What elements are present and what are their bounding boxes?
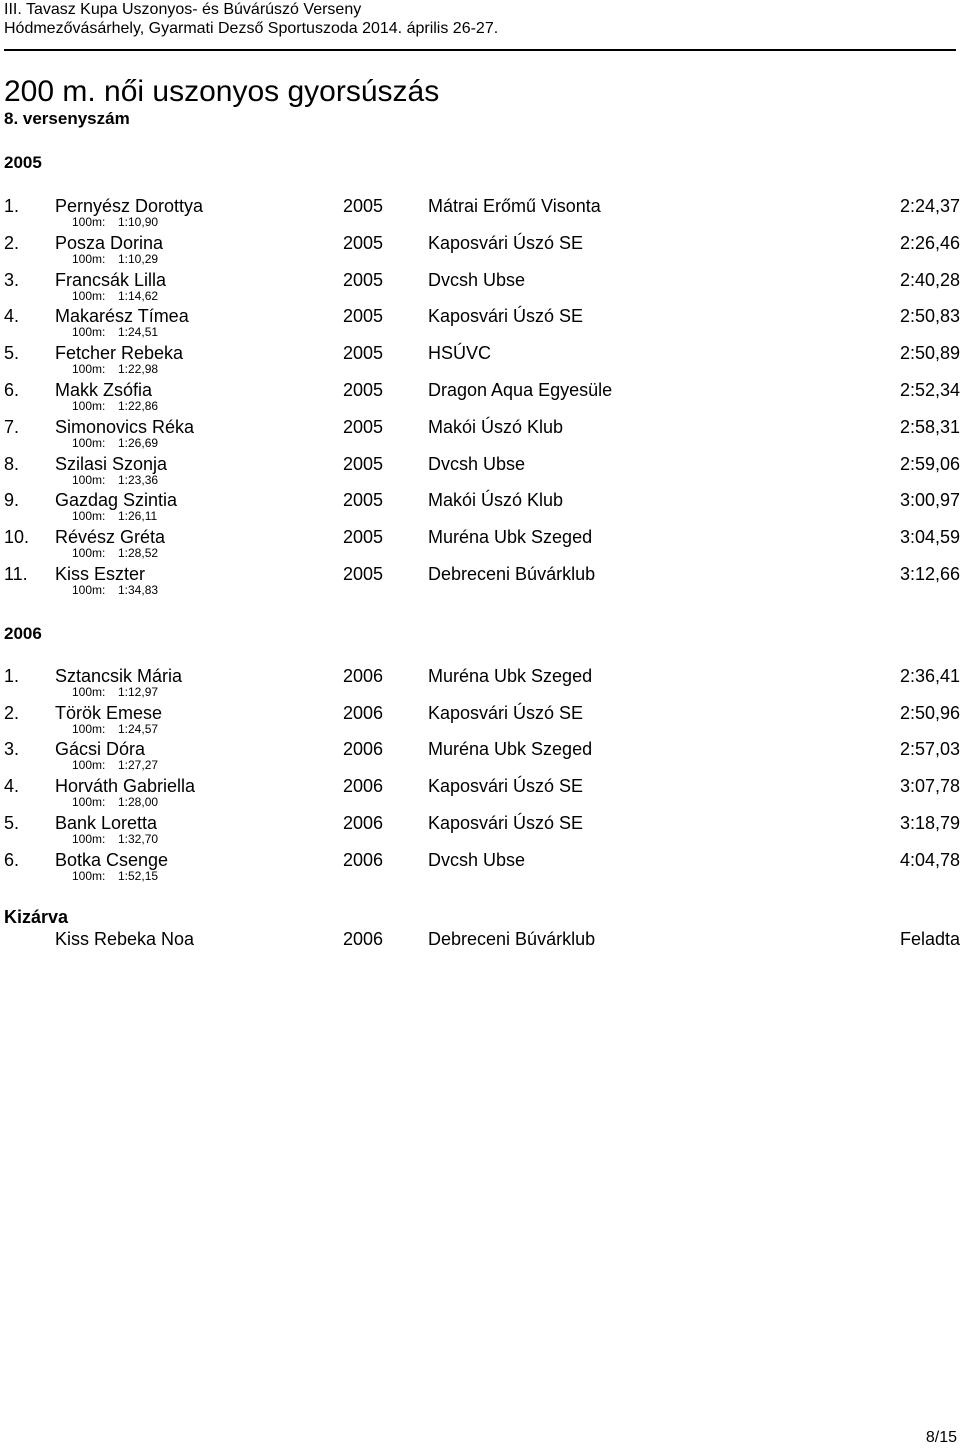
- rank-number: 11.: [4, 564, 28, 584]
- result-time: 2:52,34: [899, 380, 960, 400]
- swimmer-name: Török Emese: [55, 702, 163, 723]
- club-name: HSÚVC: [428, 343, 492, 364]
- split-value: 1:34,83: [118, 583, 159, 597]
- swimmer-name: Horváth Gabriella: [55, 776, 196, 797]
- split-time: [0, 722, 300, 736]
- rank-number: 5.: [4, 343, 20, 364]
- group-heading: 2005: [4, 153, 42, 172]
- split-value: 1:22,86: [118, 399, 159, 413]
- club-name: Dvcsh Ubse: [428, 453, 526, 474]
- split-time: [0, 473, 300, 487]
- split-label: 100m:: [72, 721, 106, 736]
- split-time: [0, 325, 300, 339]
- split-value: 1:26,11: [118, 509, 158, 524]
- split-time: [0, 362, 300, 376]
- split-label: 100m:: [72, 546, 106, 561]
- result-time: 2:40,28: [899, 269, 960, 290]
- event-title: 200 m. női uszonyos gyorsúszás: [4, 75, 440, 108]
- split-label: 100m:: [72, 399, 106, 413]
- split-time: [0, 758, 300, 772]
- rank-number: 4.: [4, 306, 20, 327]
- split-label: 100m:: [72, 685, 106, 699]
- header-divider: [4, 49, 956, 51]
- result-time: 2:59,06: [899, 453, 960, 474]
- swimmer-name: Kiss Rebeka Noa: [55, 929, 195, 949]
- birth-year: 2005: [343, 380, 384, 400]
- club-name: Kaposvári Úszó SE: [428, 702, 584, 723]
- birth-year: 2005: [343, 269, 384, 290]
- swimmer-name: Posza Dorina: [55, 232, 164, 253]
- split-label: 100m:: [72, 472, 106, 487]
- birth-year: 2005: [343, 306, 384, 327]
- swimmer-name: Francsák Lilla: [55, 269, 167, 290]
- result-time: 4:04,78: [899, 849, 960, 870]
- birth-year: 2005: [343, 527, 384, 548]
- swimmer-name: Fetcher Rebeka: [55, 343, 184, 364]
- club-name: Dragon Aqua Egyesüle: [428, 380, 613, 400]
- disqualified-row: [0, 928, 960, 950]
- split-value: 1:24,57: [118, 721, 159, 736]
- club-name: Kaposvári Úszó SE: [428, 776, 584, 797]
- club-name: Debreceni Búvárklub: [428, 929, 596, 949]
- split-label: 100m:: [72, 362, 106, 377]
- result-time: 2:50,96: [899, 702, 960, 723]
- split-label: 100m:: [72, 435, 106, 450]
- club-name: Muréna Ubk Szeged: [428, 666, 593, 686]
- birth-year: 2005: [343, 564, 384, 584]
- result-time: 3:12,66: [899, 564, 960, 584]
- swimmer-name: Gácsi Dóra: [55, 739, 146, 760]
- split-value: 1:28,52: [118, 546, 159, 561]
- swimmer-name: Kiss Eszter: [55, 564, 146, 584]
- result-time: 3:18,79: [899, 812, 960, 833]
- split-label: 100m:: [72, 251, 106, 266]
- birth-year: 2006: [343, 849, 384, 870]
- club-name: Kaposvári Úszó SE: [428, 812, 584, 833]
- club-name: Dvcsh Ubse: [428, 849, 526, 870]
- swimmer-name: Botka Csenge: [55, 849, 169, 870]
- club-name: Muréna Ubk Szeged: [428, 739, 593, 760]
- result-row: [0, 379, 960, 401]
- result-row: [0, 702, 960, 724]
- birth-year: 2006: [343, 776, 384, 797]
- split-time: [0, 583, 300, 597]
- split-value: 1:23,36: [118, 472, 159, 487]
- rank-number: 1.: [4, 666, 20, 686]
- birth-year: 2005: [343, 343, 384, 364]
- result-row: [0, 563, 960, 585]
- split-label: 100m:: [72, 215, 106, 229]
- result-row: [0, 665, 960, 687]
- split-label: 100m:: [72, 509, 106, 524]
- result-row: [0, 305, 960, 327]
- split-time: [0, 685, 300, 699]
- split-time: [0, 215, 300, 229]
- result-time: 2:50,89: [899, 343, 960, 364]
- club-name: Muréna Ubk Szeged: [428, 527, 593, 548]
- split-value: 1:26,69: [118, 435, 159, 450]
- result-status: Feladta: [899, 929, 960, 949]
- rank-number: 7.: [4, 416, 20, 437]
- split-label: 100m:: [72, 795, 106, 810]
- birth-year: 2005: [343, 416, 384, 437]
- birth-year: 2006: [343, 929, 384, 949]
- rank-number: 9.: [4, 490, 20, 511]
- competition-title: III. Tavasz Kupa Uszonyos- és Búvárúszó Verseny: [4, 1, 362, 18]
- rank-number: 3.: [4, 269, 20, 290]
- swimmer-name: Pernyész Dorottya: [55, 196, 204, 216]
- swimmer-name: Révész Gréta: [55, 527, 166, 548]
- split-time: [0, 289, 300, 303]
- birth-year: 2006: [343, 666, 384, 686]
- birth-year: 2005: [343, 196, 384, 216]
- split-value: 1:32,70: [118, 831, 159, 846]
- split-value: 1:52,15: [118, 868, 159, 883]
- split-time: [0, 546, 300, 560]
- split-label: 100m:: [72, 583, 106, 597]
- group-heading: 2006: [4, 624, 42, 643]
- split-value: 1:24,51: [118, 325, 159, 340]
- result-row: [0, 812, 960, 834]
- split-label: 100m:: [72, 758, 106, 773]
- result-time: 3:04,59: [899, 527, 960, 548]
- split-time: [0, 509, 300, 523]
- club-name: Kaposvári Úszó SE: [428, 306, 584, 327]
- swimmer-name: Gazdag Szintia: [55, 490, 178, 511]
- disqualified-heading: Kizárva: [4, 907, 69, 927]
- rank-number: 1.: [4, 196, 20, 216]
- result-row: [0, 342, 960, 364]
- page-number: 8/15: [925, 1429, 957, 1446]
- split-time: [0, 399, 300, 413]
- swimmer-name: Szilasi Szonja: [55, 453, 168, 474]
- result-row: [0, 775, 960, 797]
- split-label: 100m:: [72, 868, 106, 883]
- split-time: [0, 252, 300, 266]
- result-row: [0, 453, 960, 475]
- split-label: 100m:: [72, 288, 106, 303]
- result-time: 2:50,83: [899, 306, 960, 327]
- competition-venue-date: Hódmezővásárhely, Gyarmati Dezső Sportuszoda 2014. április 26-27.: [4, 20, 499, 37]
- result-row: [0, 489, 960, 511]
- split-value: 1:10,90: [118, 215, 159, 229]
- result-time: 2:26,46: [899, 232, 960, 253]
- swimmer-name: Makarész Tímea: [55, 306, 189, 327]
- club-name: Debreceni Búvárklub: [428, 564, 596, 584]
- split-value: 1:14,62: [118, 288, 159, 303]
- rank-number: 6.: [4, 849, 20, 870]
- rank-number: 2.: [4, 232, 20, 253]
- result-time: 2:58,31: [899, 416, 960, 437]
- swimmer-name: Makk Zsófia: [55, 380, 153, 400]
- rank-number: 10.: [4, 527, 30, 548]
- result-row: [0, 526, 960, 548]
- club-name: Dvcsh Ubse: [428, 269, 526, 290]
- club-name: Makói Úszó Klub: [428, 416, 564, 437]
- split-time: [0, 832, 300, 846]
- result-time: 3:07,78: [899, 776, 960, 797]
- result-row: [0, 416, 960, 438]
- result-time: 2:36,41: [899, 666, 960, 686]
- birth-year: 2006: [343, 702, 384, 723]
- split-time: [0, 795, 300, 809]
- rank-number: 5.: [4, 812, 20, 833]
- split-value: 1:12,97: [118, 685, 159, 699]
- result-time: 3:00,97: [899, 490, 960, 511]
- result-time: 2:57,03: [899, 739, 960, 760]
- result-row: [0, 849, 960, 871]
- split-label: 100m:: [72, 325, 106, 340]
- birth-year: 2005: [343, 490, 384, 511]
- birth-year: 2005: [343, 232, 384, 253]
- result-row: [0, 232, 960, 254]
- birth-year: 2005: [343, 453, 384, 474]
- rank-number: 3.: [4, 739, 20, 760]
- split-label: 100m:: [72, 831, 106, 846]
- rank-number: 8.: [4, 453, 20, 474]
- result-row: [0, 269, 960, 291]
- result-time: 2:24,37: [899, 196, 960, 216]
- swimmer-name: Simonovics Réka: [55, 416, 195, 437]
- result-row: [0, 738, 960, 760]
- club-name: Mátrai Erőmű Visonta: [428, 196, 601, 216]
- club-name: Makói Úszó Klub: [428, 490, 564, 511]
- split-value: 1:27,27: [118, 758, 159, 773]
- split-value: 1:10,29: [118, 251, 159, 266]
- club-name: Kaposvári Úszó SE: [428, 232, 584, 253]
- rank-number: 2.: [4, 702, 20, 723]
- birth-year: 2006: [343, 812, 384, 833]
- split-time: [0, 436, 300, 450]
- event-number: 8. versenyszám: [4, 109, 130, 128]
- split-time: [0, 869, 300, 883]
- rank-number: 6.: [4, 380, 20, 400]
- split-value: 1:28,00: [118, 795, 159, 810]
- swimmer-name: Sztancsik Mária: [55, 666, 183, 686]
- birth-year: 2006: [343, 739, 384, 760]
- split-value: 1:22,98: [118, 362, 159, 377]
- swimmer-name: Bank Loretta: [55, 812, 158, 833]
- rank-number: 4.: [4, 776, 20, 797]
- result-row: [0, 195, 960, 217]
